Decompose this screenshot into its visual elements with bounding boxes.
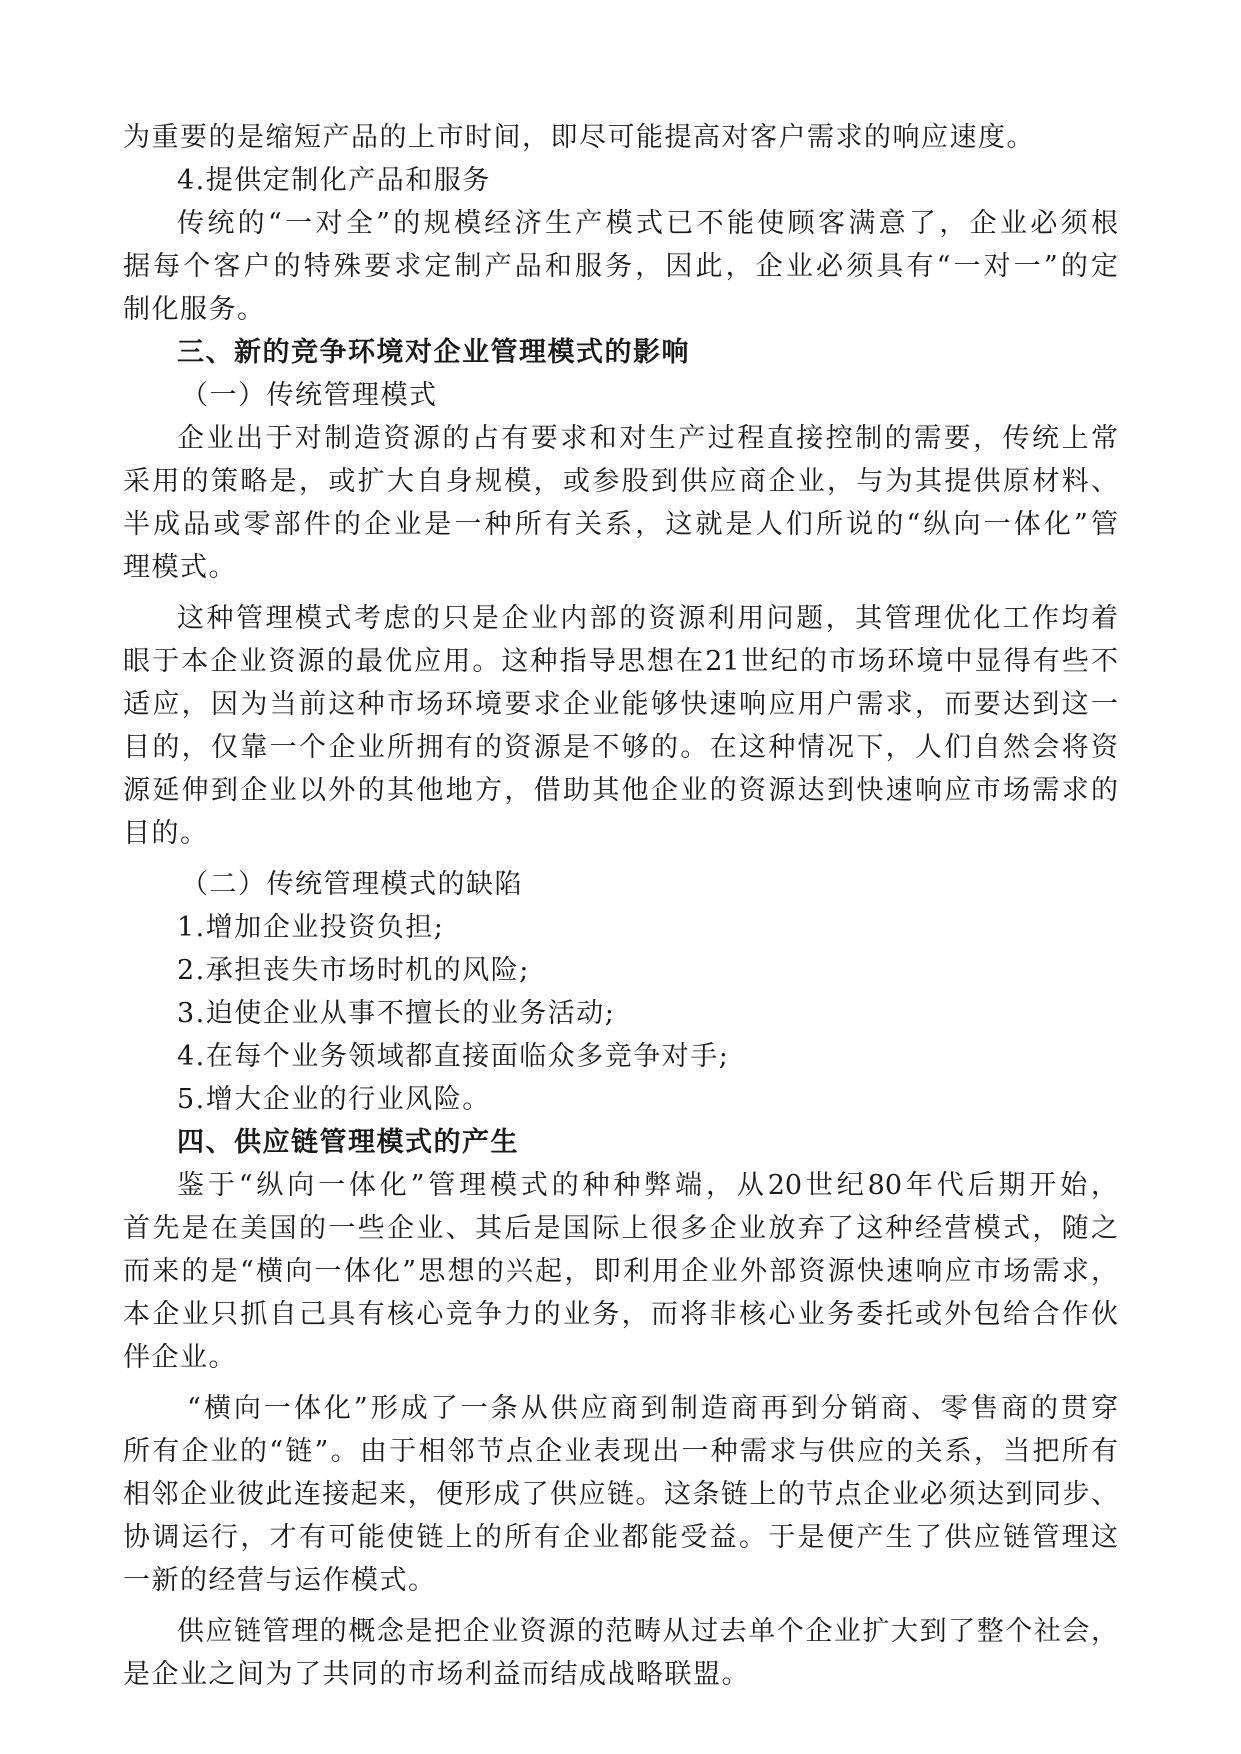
subsection-heading: （一）传统管理模式	[181, 380, 438, 411]
paragraph-line: 采用的策略是，或扩大自身规模，或参股到供应商企业，与为其提供原材料、	[123, 466, 1118, 497]
paragraph-line: 制化服务。	[123, 294, 266, 325]
numbered-heading: 4.提供定制化产品和服务	[177, 165, 491, 196]
paragraph-line: 半成品或零部件的企业是一种所有关系，这就是人们所说的“纵向一体化”管	[123, 509, 1118, 540]
paragraph-line: “横向一体化”形成了一条从供应商到制造商再到分销商、零售商的贯穿	[187, 1393, 1118, 1424]
paragraph-line: 协调运行，才有可能使链上的所有企业都能受益。于是便产生了供应链管理这	[123, 1522, 1118, 1553]
paragraph-line: 这种管理模式考虑的只是企业内部的资源利用问题，其管理优化工作均着	[177, 603, 1118, 634]
paragraph-line: 供应链管理的概念是把企业资源的范畴从过去单个企业扩大到了整个社会，	[177, 1616, 1118, 1647]
list-item: 2.承担丧失市场时机的风险;	[177, 955, 530, 986]
document-page	[123, 116, 1118, 1696]
paragraph-line: 据每个客户的特殊要求定制产品和服务，因此，企业必须具有“一对一”的定	[123, 251, 1118, 282]
paragraph-line: 源延伸到企业以外的其他地方，借助其他企业的资源达到快速响应市场需求的	[123, 775, 1118, 806]
paragraph-line: 目的，仅靠一个企业所拥有的资源是不够的。在这种情况下，人们自然会将资	[123, 732, 1118, 763]
paragraph-line: 伴企业。	[123, 1342, 237, 1373]
paragraph-line: 本企业只抓自己具有核心竞争力的业务，而将非核心业务委托或外包给合作伙	[123, 1299, 1118, 1330]
list-item: 4.在每个业务领域都直接面临众多竞争对手;	[177, 1041, 730, 1072]
paragraph-line: 所有企业的“链”。由于相邻节点企业表现出一种需求与供应的关系，当把所有	[123, 1436, 1118, 1467]
paragraph-line: 首先是在美国的一些企业、其后是国际上很多企业放弃了这种经营模式，随之	[123, 1213, 1118, 1244]
section-heading: 三、新的竞争环境对企业管理模式的影响	[177, 337, 690, 368]
text-line: 为重要的是缩短产品的上市时间，即尽可能提高对客户需求的响应速度。	[123, 122, 1035, 153]
paragraph-line: 理模式。	[123, 552, 237, 583]
subsection-heading: （二）传统管理模式的缺陷	[181, 869, 523, 900]
list-item: 1.增加企业投资负担;	[177, 912, 445, 943]
paragraph-line: 鉴于“纵向一体化”管理模式的种种弊端，从20世纪80年代后期开始，	[177, 1170, 1118, 1201]
list-item: 3.迫使企业从事不擅长的业务活动;	[177, 998, 616, 1029]
section-heading: 四、供应链管理模式的产生	[177, 1127, 519, 1158]
paragraph-line: 一新的经营与运作模式。	[123, 1565, 437, 1596]
paragraph-line: 而来的是“横向一体化”思想的兴起，即利用企业外部资源快速响应市场需求，	[123, 1256, 1118, 1287]
paragraph-line: 眼于本企业资源的最优应用。这种指导思想在21世纪的市场环境中显得有些不	[123, 646, 1118, 677]
paragraph-line: 目的。	[123, 818, 209, 849]
list-item: 5.增大企业的行业风险。	[177, 1084, 491, 1115]
paragraph-line: 相邻企业彼此连接起来，便形成了供应链。这条链上的节点企业必须达到同步、	[123, 1479, 1118, 1510]
paragraph-line: 是企业之间为了共同的市场利益而结成战略联盟。	[123, 1659, 750, 1690]
paragraph-line: 适应，因为当前这种市场环境要求企业能够快速响应用户需求，而要达到这一	[123, 689, 1118, 720]
paragraph-line: 传统的“一对全”的规模经济生产模式已不能使顾客满意了，企业必须根	[177, 208, 1118, 239]
paragraph-line: 企业出于对制造资源的占有要求和对生产过程直接控制的需要，传统上常	[177, 423, 1118, 454]
